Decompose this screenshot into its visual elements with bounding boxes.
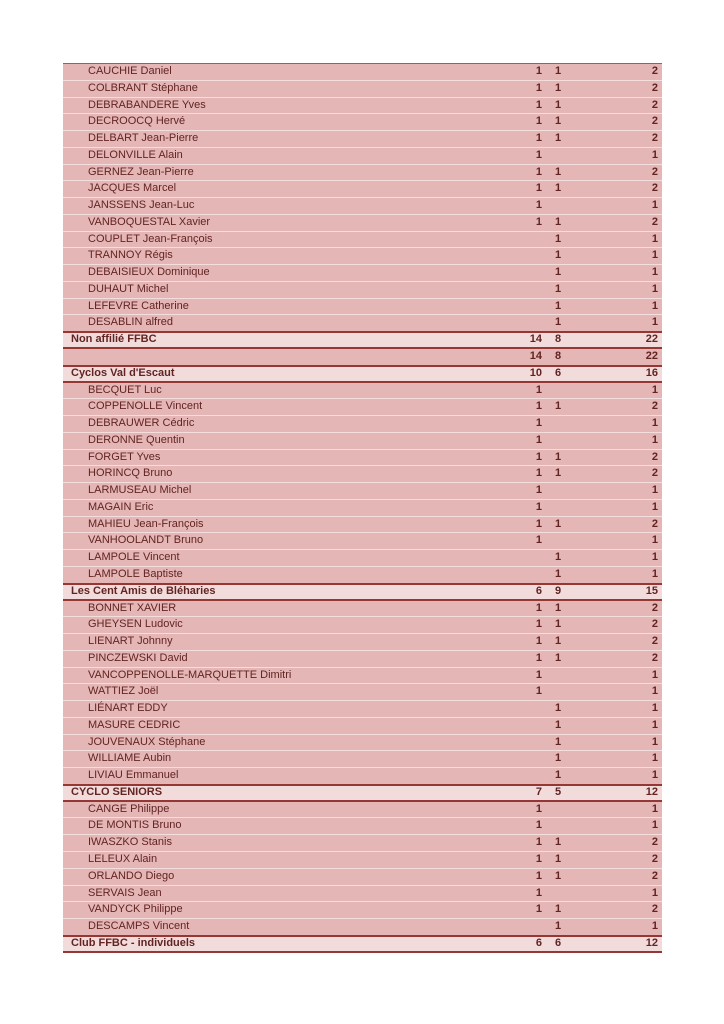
col2-value: 1 bbox=[554, 735, 562, 748]
col2-value: 1 bbox=[554, 450, 562, 463]
total-value: 1 bbox=[651, 920, 658, 933]
member-name: DELONVILLE Alain bbox=[88, 148, 183, 161]
table-row bbox=[63, 802, 662, 819]
total-value: 1 bbox=[651, 199, 658, 212]
member-name: DECROOCQ Hervé bbox=[88, 115, 186, 128]
table-row bbox=[63, 81, 662, 98]
col2-value: 1 bbox=[554, 601, 562, 614]
member-name: LAMPOLE Vincent bbox=[88, 551, 180, 564]
col1-value: 1 bbox=[535, 668, 542, 681]
total-value: 1 bbox=[651, 282, 658, 295]
table-row bbox=[63, 248, 662, 265]
total-value: 2 bbox=[651, 98, 658, 111]
col1-value: 1 bbox=[535, 886, 542, 899]
total-value: 1 bbox=[651, 668, 658, 681]
member-name: VANBOQUESTAL Xavier bbox=[88, 215, 211, 228]
col1-value: 6 bbox=[535, 936, 542, 949]
total-value: 1 bbox=[651, 551, 658, 564]
total-value: 1 bbox=[651, 266, 658, 279]
col2-value: 1 bbox=[554, 551, 562, 564]
col1-value: 1 bbox=[535, 852, 542, 865]
table-row bbox=[63, 869, 662, 886]
member-name: BONNET XAVIER bbox=[88, 601, 177, 614]
member-name: LAMPOLE Baptiste bbox=[88, 567, 183, 580]
table-row bbox=[63, 282, 662, 299]
total-value: 2 bbox=[651, 215, 658, 228]
total-value: 2 bbox=[651, 836, 658, 849]
table-row bbox=[63, 131, 662, 148]
total-value: 2 bbox=[651, 517, 658, 530]
col2-value: 1 bbox=[554, 232, 562, 245]
member-name: LIÉNART EDDY bbox=[88, 702, 168, 715]
col1-value: 1 bbox=[535, 819, 542, 832]
member-name: LIVIAU Emmanuel bbox=[88, 769, 179, 782]
total-value: 1 bbox=[651, 383, 658, 396]
col2-value: 1 bbox=[554, 752, 562, 765]
total-value: 1 bbox=[651, 802, 658, 815]
member-name: DESCAMPS Vincent bbox=[88, 920, 190, 933]
table-row bbox=[63, 349, 662, 366]
total-value: 1 bbox=[651, 534, 658, 547]
total-value: 1 bbox=[651, 316, 658, 329]
col1-value: 1 bbox=[535, 651, 542, 664]
member-name: IWASZKO Stanis bbox=[88, 836, 172, 849]
table-row bbox=[63, 668, 662, 685]
col2-value: 1 bbox=[554, 299, 562, 312]
club-name: Cyclos Val d'Escaut bbox=[71, 366, 175, 379]
member-name: CANGE Philippe bbox=[88, 802, 170, 815]
table-row bbox=[63, 634, 662, 651]
col2-value: 1 bbox=[554, 635, 562, 648]
member-name: DUHAUT Michel bbox=[88, 282, 169, 295]
col1-value: 1 bbox=[535, 81, 542, 94]
table-row bbox=[63, 198, 662, 215]
col1-value: 1 bbox=[535, 165, 542, 178]
col2-value: 8 bbox=[554, 333, 562, 346]
table-row bbox=[63, 919, 662, 936]
table-row bbox=[63, 533, 662, 550]
total-value: 2 bbox=[651, 165, 658, 178]
col2-value: 1 bbox=[554, 769, 562, 782]
total-value: 2 bbox=[651, 467, 658, 480]
table-row bbox=[63, 852, 662, 869]
subtotal-row bbox=[63, 365, 662, 383]
total-value: 1 bbox=[651, 735, 658, 748]
member-name: DESABLIN alfred bbox=[88, 316, 173, 329]
member-name: JANSSENS Jean-Luc bbox=[88, 199, 195, 212]
table-row bbox=[63, 550, 662, 567]
member-name: LIENART Johnny bbox=[88, 635, 173, 648]
col2-value: 1 bbox=[554, 467, 562, 480]
table-row bbox=[63, 265, 662, 282]
club-name: Les Cent Amis de Bléharies bbox=[71, 584, 216, 597]
club-name: CYCLO SENIORS bbox=[71, 785, 163, 798]
total-value: 1 bbox=[651, 484, 658, 497]
total-value: 16 bbox=[645, 366, 658, 379]
table-row bbox=[63, 181, 662, 198]
member-name: VANCOPPENOLLE-MARQUETTE Dimitri bbox=[88, 668, 292, 681]
col2-value: 1 bbox=[554, 132, 562, 145]
member-name: HORINCQ Bruno bbox=[88, 467, 173, 480]
member-name: VANHOOLANDT Bruno bbox=[88, 534, 204, 547]
member-name: MAHIEU Jean-François bbox=[88, 517, 204, 530]
col1-value: 1 bbox=[535, 115, 542, 128]
table-row bbox=[63, 735, 662, 752]
col2-value: 9 bbox=[554, 584, 562, 597]
col1-value: 1 bbox=[535, 484, 542, 497]
table-row bbox=[63, 64, 662, 81]
member-name: GHEYSEN Ludovic bbox=[88, 618, 183, 631]
total-value: 1 bbox=[651, 886, 658, 899]
member-name: JOUVENAUX Stéphane bbox=[88, 735, 206, 748]
col2-value: 1 bbox=[554, 266, 562, 279]
table-row bbox=[63, 483, 662, 500]
member-name: DE MONTIS Bruno bbox=[88, 819, 182, 832]
member-name: FORGET Yves bbox=[88, 450, 161, 463]
membership-table bbox=[63, 63, 662, 953]
member-name: TRANNOY Régis bbox=[88, 249, 173, 262]
total-value: 2 bbox=[651, 450, 658, 463]
total-value: 1 bbox=[651, 232, 658, 245]
total-value: 12 bbox=[645, 936, 658, 949]
col1-value: 14 bbox=[529, 350, 542, 363]
col2-value: 1 bbox=[554, 920, 562, 933]
col2-value: 6 bbox=[554, 936, 562, 949]
club-name: Club FFBC - individuels bbox=[71, 936, 196, 949]
table-row bbox=[63, 701, 662, 718]
total-value: 2 bbox=[651, 400, 658, 413]
col1-value: 1 bbox=[535, 132, 542, 145]
member-name: LEFEVRE Catherine bbox=[88, 299, 189, 312]
col1-value: 6 bbox=[535, 584, 542, 597]
col2-value: 8 bbox=[554, 350, 562, 363]
col2-value: 1 bbox=[554, 852, 562, 865]
col1-value: 1 bbox=[535, 869, 542, 882]
col2-value: 1 bbox=[554, 98, 562, 111]
col1-value: 1 bbox=[535, 517, 542, 530]
table-row bbox=[63, 148, 662, 165]
col1-value: 1 bbox=[535, 383, 542, 396]
col1-value: 1 bbox=[535, 601, 542, 614]
member-name: GERNEZ Jean-Pierre bbox=[88, 165, 194, 178]
col1-value: 1 bbox=[535, 417, 542, 430]
table-row bbox=[63, 98, 662, 115]
total-value: 1 bbox=[651, 148, 658, 161]
col1-value: 1 bbox=[535, 98, 542, 111]
col2-value: 1 bbox=[554, 316, 562, 329]
table-row bbox=[63, 886, 662, 903]
table-row bbox=[63, 232, 662, 249]
total-value: 1 bbox=[651, 819, 658, 832]
table-row bbox=[63, 215, 662, 232]
table-row bbox=[63, 718, 662, 735]
col1-value: 1 bbox=[535, 148, 542, 161]
member-name: VANDYCK Philippe bbox=[88, 903, 183, 916]
col1-value: 1 bbox=[535, 500, 542, 513]
col1-value: 1 bbox=[535, 618, 542, 631]
total-value: 2 bbox=[651, 635, 658, 648]
total-value: 1 bbox=[651, 249, 658, 262]
member-name: BECQUET Luc bbox=[88, 383, 162, 396]
member-name: WATTIEZ Joël bbox=[88, 685, 159, 698]
col1-value: 1 bbox=[535, 215, 542, 228]
col2-value: 1 bbox=[554, 165, 562, 178]
table-row bbox=[63, 601, 662, 618]
subtotal-row bbox=[63, 331, 662, 349]
member-name: DEBAISIEUX Dominique bbox=[88, 266, 210, 279]
col2-value: 1 bbox=[554, 618, 562, 631]
total-value: 2 bbox=[651, 618, 658, 631]
total-value: 22 bbox=[645, 350, 658, 363]
member-name: CAUCHIE Daniel bbox=[88, 65, 172, 77]
subtotal-row bbox=[63, 784, 662, 802]
col1-value: 1 bbox=[535, 433, 542, 446]
col1-value: 1 bbox=[535, 635, 542, 648]
col1-value: 7 bbox=[535, 785, 542, 798]
member-name: COLBRANT Stéphane bbox=[88, 81, 198, 94]
col1-value: 1 bbox=[535, 802, 542, 815]
total-value: 2 bbox=[651, 601, 658, 614]
member-name: LELEUX Alain bbox=[88, 852, 158, 865]
col2-value: 1 bbox=[554, 115, 562, 128]
total-value: 2 bbox=[651, 115, 658, 128]
total-value: 2 bbox=[651, 903, 658, 916]
col1-value: 1 bbox=[535, 450, 542, 463]
total-value: 2 bbox=[651, 132, 658, 145]
table-row bbox=[63, 114, 662, 131]
col1-value: 1 bbox=[535, 685, 542, 698]
table-row bbox=[63, 299, 662, 316]
col1-value: 14 bbox=[529, 333, 542, 346]
col2-value: 1 bbox=[554, 567, 562, 580]
total-value: 1 bbox=[651, 718, 658, 731]
total-value: 1 bbox=[651, 433, 658, 446]
table-row bbox=[63, 684, 662, 701]
subtotal-row bbox=[63, 935, 662, 953]
table-row bbox=[63, 466, 662, 483]
col2-value: 1 bbox=[554, 517, 562, 530]
member-name: SERVAIS Jean bbox=[88, 886, 162, 899]
member-name: PINCZEWSKI David bbox=[88, 651, 188, 664]
col1-value: 1 bbox=[535, 836, 542, 849]
member-name: DEBRABANDERE Yves bbox=[88, 98, 206, 111]
total-value: 2 bbox=[651, 65, 658, 77]
member-name: ORLANDO Diego bbox=[88, 869, 175, 882]
total-value: 2 bbox=[651, 852, 658, 865]
col1-value: 1 bbox=[535, 182, 542, 195]
club-name: Non affilié FFBC bbox=[71, 333, 157, 346]
col1-value: 1 bbox=[535, 534, 542, 547]
table-row bbox=[63, 165, 662, 182]
table-row bbox=[63, 517, 662, 534]
total-value: 1 bbox=[651, 702, 658, 715]
subtotal-row bbox=[63, 583, 662, 601]
member-name: WILLIAME Aubin bbox=[88, 752, 172, 765]
col2-value: 1 bbox=[554, 903, 562, 916]
total-value: 1 bbox=[651, 417, 658, 430]
table-row bbox=[63, 818, 662, 835]
member-name: COPPENOLLE Vincent bbox=[88, 400, 203, 413]
total-value: 1 bbox=[651, 299, 658, 312]
member-name: JACQUES Marcel bbox=[88, 182, 177, 195]
table-row bbox=[63, 433, 662, 450]
col1-value: 10 bbox=[529, 366, 542, 379]
table-row bbox=[63, 768, 662, 785]
col2-value: 1 bbox=[554, 282, 562, 295]
table-row bbox=[63, 500, 662, 517]
member-name: DEBRAUWER Cédric bbox=[88, 417, 195, 430]
col2-value: 1 bbox=[554, 869, 562, 882]
table-row bbox=[63, 567, 662, 584]
col1-value: 1 bbox=[535, 65, 542, 77]
col2-value: 5 bbox=[554, 785, 562, 798]
table-row bbox=[63, 315, 662, 332]
table-row bbox=[63, 450, 662, 467]
col2-value: 1 bbox=[554, 836, 562, 849]
col2-value: 1 bbox=[554, 182, 562, 195]
col2-value: 1 bbox=[554, 702, 562, 715]
member-name: MASURE CEDRIC bbox=[88, 718, 181, 731]
total-value: 2 bbox=[651, 869, 658, 882]
total-value: 1 bbox=[651, 567, 658, 580]
col1-value: 1 bbox=[535, 467, 542, 480]
table-row bbox=[63, 835, 662, 852]
col2-value: 1 bbox=[554, 718, 562, 731]
col1-value: 1 bbox=[535, 400, 542, 413]
col2-value: 1 bbox=[554, 400, 562, 413]
total-value: 1 bbox=[651, 500, 658, 513]
col2-value: 1 bbox=[554, 215, 562, 228]
total-value: 2 bbox=[651, 651, 658, 664]
table-row bbox=[63, 399, 662, 416]
col2-value: 1 bbox=[554, 81, 562, 94]
col1-value: 1 bbox=[535, 199, 542, 212]
total-value: 1 bbox=[651, 769, 658, 782]
total-value: 22 bbox=[645, 333, 658, 346]
table-row bbox=[63, 651, 662, 668]
member-name: LARMUSEAU Michel bbox=[88, 484, 192, 497]
col2-value: 6 bbox=[554, 366, 562, 379]
col1-value: 1 bbox=[535, 903, 542, 916]
total-value: 1 bbox=[651, 752, 658, 765]
total-value: 2 bbox=[651, 182, 658, 195]
total-value: 1 bbox=[651, 685, 658, 698]
total-value: 2 bbox=[651, 81, 658, 94]
col2-value: 1 bbox=[554, 249, 562, 262]
table-row bbox=[63, 416, 662, 433]
table-row bbox=[63, 617, 662, 634]
table-row bbox=[63, 383, 662, 400]
col2-value: 1 bbox=[554, 651, 562, 664]
member-name: DELBART Jean-Pierre bbox=[88, 132, 199, 145]
total-value: 15 bbox=[645, 584, 658, 597]
member-name: MAGAIN Eric bbox=[88, 500, 154, 513]
member-name: COUPLET Jean-François bbox=[88, 232, 213, 245]
table-row bbox=[63, 751, 662, 768]
col2-value: 1 bbox=[554, 65, 562, 77]
table-row bbox=[63, 902, 662, 919]
member-name: DERONNE Quentin bbox=[88, 433, 185, 446]
total-value: 12 bbox=[645, 785, 658, 798]
